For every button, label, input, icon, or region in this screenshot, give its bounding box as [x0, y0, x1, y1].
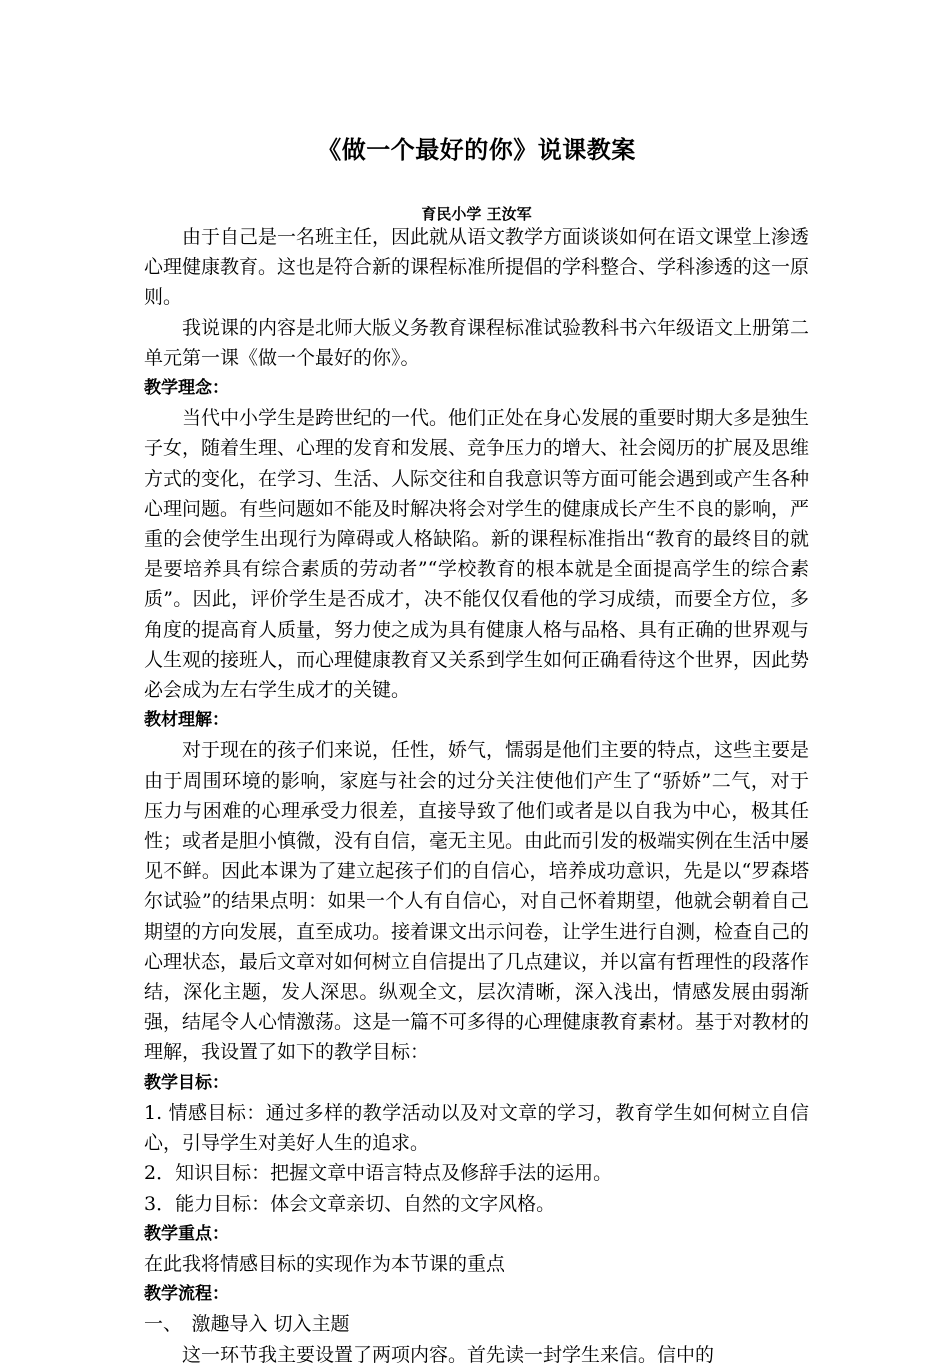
goal-item-ability: 3．能力目标：体会文章亲切、自然的文字风格。	[144, 1192, 556, 1215]
process-paragraph: 这一环节我主要设置了两项内容。首先读一封学生来信。信中的	[182, 1343, 715, 1366]
concept-paragraph: 当代中小学生是跨世纪的一代。他们正处在身心发展的重要时期大多是独生子女，随着生理、心理的发育和发展、竞争压力的增大、社会阅历的扩展及思维方式的变化，在学习、生活、人际交往和自我意识等方面可能会遇到或产生各种心理问题。有些问题如不能及时解决将会对学生的健康成长产生不良的影响，严重的会使学生出现行为障碍或人格缺陷。新的课程标准指出“教育的最终目的就是要培养具有综合素质的劳动者”“学校教育的根本就是全面提高学生的综合素质”。因此，评价学生是否成才，决不能仅仅看他的学习成绩，而要全方位，多角度的提高育人质量，努力使之成为具有健康人格与品格、具有正确的世界观与人生观的接班人，而心理健康教育又关系到学生如何正确看待这个世界，因此势必会成为左右学生成才的关键。	[144, 407, 810, 702]
material-paragraph: 对于现在的孩子们来说，任性，娇气，懦弱是他们主要的特点，这些主要是由于周围环境的影响，家庭与社会的过分关注使他们产生了“骄娇”二气，对于压力与困难的心理承受力很差，直接导致了他们或者是以自我为中心，极其任性；或者是胆小慎微，没有自信，毫无主见。由此而引发的极端实例在生活中屡见不鲜。因此本课为了建立起孩子们的自信心，培养成功意识，先是以“罗森塔尔试验”的结果点明：如果一个人有自信心，对自己怀着期望，他就会朝着自己期望的方向发展，直至成功。接着课文出示问卷，让学生进行自测，检查自己的心理状态，最后文章对如何树立自信提出了几点建议，并以富有哲理性的段落作结，深化主题，发人深思。纵观全文，层次清晰，深入浅出，情感发展由弱渐强，结尾令人心情激荡。这是一篇不可多得的心理健康教育素材。基于对教材的理解，我设置了如下的教学目标：	[144, 739, 810, 1064]
goal-item-emotion: 1. 情感目标：通过多样的教学活动以及对文章的学习，教育学生如何树立自信心，引导学生对美好人生的追求。	[144, 1101, 809, 1155]
process-step-1: 一、 激趣导入 切入主题	[144, 1313, 350, 1336]
goal-item-knowledge: 2．知识目标：把握文章中语言特点及修辞手法的运用。	[144, 1162, 613, 1185]
section-heading-process: 教学流程：	[144, 1284, 229, 1305]
document-title: 《做一个最好的你》说课教案	[317, 136, 636, 164]
focus-paragraph: 在此我将情感目标的实现作为本节课的重点	[144, 1252, 506, 1275]
document-body	[144, 222, 809, 1370]
section-heading-material: 教材理解：	[144, 710, 229, 731]
author-line: 育民小学 王汝军	[421, 205, 532, 223]
section-heading-focus: 教学重点：	[144, 1223, 229, 1244]
intro-paragraph: 由于自己是一名班主任，因此就从语文教学方面谈谈如何在语文课堂上渗透心理健康教育。这也是符合新的课程标准所提倡的学科整合、学科渗透的这一原则。	[144, 226, 810, 309]
content-paragraph: 我说课的内容是北师大版义务教育课程标准试验教科书六年级语文上册第二单元第一课《做一个最好的你》。	[144, 316, 810, 369]
section-heading-concept: 教学理念：	[144, 378, 229, 399]
section-heading-goals: 教学目标：	[144, 1072, 229, 1093]
